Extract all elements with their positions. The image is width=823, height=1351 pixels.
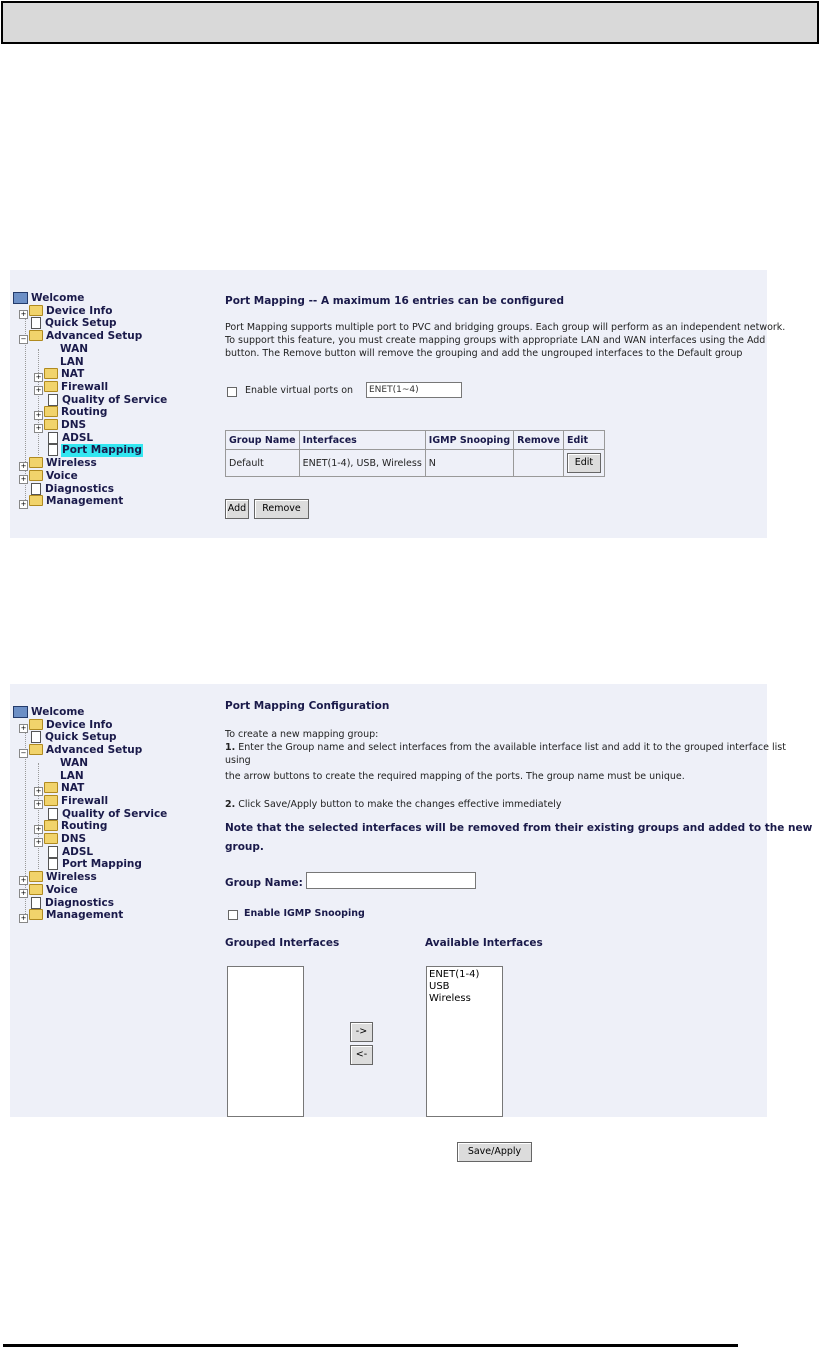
port-mapping-configuration-screenshot (10, 684, 813, 1117)
expand-icon[interactable]: + (20, 876, 27, 885)
page-title: Port Mapping -- A maximum 16 entries can be configured (225, 295, 565, 307)
tree-item-label: Diagnostics (45, 896, 114, 909)
folder-icon (29, 909, 43, 920)
instruction-step-1-cont: using (225, 755, 251, 766)
page-icon (48, 846, 58, 858)
tree-item[interactable] (31, 483, 115, 496)
folder-icon (29, 884, 43, 895)
igmp-snooping-checkbox[interactable] (228, 910, 238, 920)
tree-item-label: Wireless (46, 457, 97, 470)
tree-item[interactable] (34, 368, 85, 381)
enable-virtual-ports-checkbox[interactable] (227, 387, 237, 397)
open-folder-icon (29, 744, 43, 755)
folder-icon (44, 381, 58, 392)
open-folder-icon (29, 330, 43, 341)
tree-item-label: WAN (60, 342, 89, 355)
tree-item[interactable] (19, 909, 124, 922)
list-item[interactable]: USB (429, 981, 450, 992)
tree-item[interactable] (34, 381, 109, 394)
tree-item[interactable] (31, 897, 115, 910)
group-name-input[interactable] (306, 872, 476, 889)
expand-icon[interactable]: + (20, 309, 27, 318)
page-icon (48, 394, 58, 406)
tree-item-label: Routing (61, 820, 108, 833)
list-item[interactable]: Wireless (429, 993, 471, 1004)
tree-item-label: Port Mapping (62, 444, 142, 457)
tree-item-label: LAN (60, 769, 84, 782)
tree-item-label: Quick Setup (45, 731, 117, 744)
tree-item-label: DNS (61, 419, 87, 431)
page-icon (31, 731, 41, 743)
collapse-icon[interactable]: − (20, 335, 27, 344)
tree-item[interactable] (19, 330, 143, 343)
folder-icon (44, 795, 58, 806)
tree-item-label: LAN (60, 355, 84, 368)
tree-item-label: ADSL (62, 845, 94, 858)
expand-icon[interactable]: + (20, 462, 27, 471)
virtual-ports-input[interactable]: ENET(1~4) (366, 382, 462, 398)
port-mapping-screenshot (10, 270, 786, 538)
instruction-step-2 (225, 798, 561, 811)
tree-item-label: NAT (61, 782, 85, 795)
tree-item[interactable] (19, 719, 113, 732)
expand-icon[interactable]: + (20, 888, 27, 897)
computer-icon (13, 292, 28, 304)
available-interfaces-label: Available Interfaces (425, 937, 543, 949)
instruction-intro: To create a new mapping group: (225, 729, 379, 740)
instruction-step-1-cont2: the arrow buttons to create the required mapping of the ports. The group name must be unique. (225, 771, 685, 782)
tree-item[interactable] (48, 808, 168, 821)
tree-item-label: NAT (61, 368, 85, 381)
folder-icon (29, 719, 43, 730)
tree-item[interactable] (34, 782, 85, 795)
tree-item-label: ADSL (62, 431, 94, 444)
tree-item[interactable] (34, 795, 109, 808)
header-remove: Remove (514, 431, 564, 450)
tree-item-label: Firewall (61, 380, 109, 393)
folder-icon (29, 305, 43, 316)
tree-item[interactable] (34, 820, 108, 833)
tree-item[interactable] (48, 432, 94, 445)
tree-item-label: Port Mapping (62, 858, 142, 871)
list-item[interactable]: ENET(1-4) (429, 969, 480, 980)
tree-item[interactable] (19, 495, 124, 508)
expand-icon[interactable]: + (35, 838, 42, 846)
header-edit: Edit (563, 431, 604, 450)
step-1-number: 1. (225, 742, 236, 753)
header-group-name: Group Name (226, 431, 300, 450)
tree-connector (38, 349, 39, 455)
page-icon (48, 444, 58, 456)
tree-item[interactable] (19, 470, 79, 483)
tree-item[interactable] (13, 706, 85, 719)
folder-icon (44, 782, 58, 793)
grouped-interfaces-label: Grouped Interfaces (225, 937, 340, 949)
page-icon (31, 483, 41, 495)
tree-item-label: DNS (61, 833, 87, 845)
step-1-text: Enter the Group name and select interfaces from the available interface list and add it to the grouped interface list (238, 742, 786, 753)
tree-item-label: Device Info (46, 718, 113, 731)
tree-connector (38, 763, 39, 869)
folder-icon (44, 833, 58, 844)
collapse-icon[interactable]: − (20, 749, 27, 758)
folder-icon (44, 820, 58, 831)
folder-icon (29, 871, 43, 882)
footer-rule (3, 1344, 738, 1347)
expand-icon[interactable]: + (20, 500, 27, 509)
tree-item-label: WAN (60, 756, 89, 769)
instruction-step-1 (225, 741, 786, 754)
group-name-label: Group Name: (225, 877, 303, 889)
document-header-bar (1, 1, 819, 44)
header-igmp-snooping: IGMP Snooping (425, 431, 513, 450)
expand-icon[interactable]: + (35, 799, 42, 808)
save-apply-button[interactable]: Save/Apply (457, 1142, 532, 1162)
tree-item-label: Diagnostics (45, 482, 114, 495)
tree-item[interactable] (13, 292, 85, 305)
tree-item-label: Welcome (31, 292, 85, 304)
tree-item[interactable] (48, 394, 168, 407)
tree-item-label: Welcome (31, 706, 85, 718)
edit-button[interactable]: Edit (567, 453, 601, 473)
table-row (226, 450, 605, 477)
expand-icon[interactable]: + (35, 787, 42, 796)
folder-icon (44, 419, 58, 430)
tree-item-label: Quality of Service (62, 807, 168, 820)
tree-item-label: Device Info (46, 304, 113, 317)
description-line-3: button. The Remove button will remove the grouping and add the ungrouped interfaces to the Default group (225, 348, 743, 359)
folder-icon (29, 457, 43, 468)
tree-item[interactable] (34, 833, 87, 846)
cell-interfaces: ENET(1-4), USB, Wireless (299, 450, 425, 477)
step-2-text: Click Save/Apply button to make the changes effective immediately (238, 799, 562, 810)
folder-icon (44, 368, 58, 379)
tree-item[interactable] (48, 858, 143, 871)
tree-item-label: Voice (46, 883, 78, 896)
igmp-snooping-label: Enable IGMP Snooping (244, 908, 365, 919)
folder-icon (29, 495, 43, 506)
tree-item[interactable] (34, 419, 87, 432)
tree-item[interactable] (31, 317, 118, 330)
enable-virtual-ports-label: Enable virtual ports on (245, 385, 354, 396)
tree-item[interactable] (19, 744, 143, 757)
cell-remove (514, 450, 564, 477)
tree-item[interactable] (19, 871, 98, 884)
page-icon (48, 858, 58, 870)
cell-edit (563, 450, 604, 477)
description-line-2: To support this feature, you must create mapping groups with appropriate LAN and WAN interfaces using the Add (225, 335, 766, 346)
header-interfaces: Interfaces (299, 431, 425, 450)
expand-icon[interactable]: + (35, 825, 42, 834)
tree-item[interactable] (34, 406, 108, 419)
remove-button[interactable]: Remove (254, 499, 309, 519)
tree-item[interactable] (59, 757, 89, 770)
expand-icon[interactable]: + (20, 474, 27, 483)
available-interfaces-list[interactable] (426, 966, 503, 1117)
tree-item-label: Management (46, 495, 124, 508)
tree-item[interactable] (19, 884, 79, 897)
expand-icon[interactable]: + (35, 373, 42, 382)
grouped-interfaces-list[interactable] (227, 966, 304, 1117)
tree-item[interactable] (19, 305, 113, 318)
tree-item[interactable] (19, 457, 98, 470)
page-icon (31, 897, 41, 909)
page-icon (48, 808, 58, 820)
expand-icon[interactable]: + (35, 385, 42, 394)
step-2-number: 2. (225, 799, 236, 810)
tree-item[interactable] (59, 356, 85, 369)
description-line-1: Port Mapping supports multiple port to PVC and bridging groups. Each group will perform as an independent network. (225, 322, 786, 333)
expand-icon[interactable]: + (35, 411, 42, 420)
tree-item-label: Routing (61, 406, 108, 419)
page-icon (31, 317, 41, 329)
note-line-2: group. (225, 841, 264, 853)
computer-icon (13, 706, 28, 718)
table-header-row (226, 431, 605, 450)
page-icon (48, 432, 58, 444)
move-left-button[interactable]: <- (350, 1045, 373, 1065)
tree-item[interactable] (59, 770, 85, 783)
add-button[interactable]: Add (225, 499, 249, 519)
tree-item[interactable] (59, 343, 89, 356)
move-right-button[interactable]: -> (350, 1022, 373, 1042)
expand-icon[interactable]: + (20, 914, 27, 923)
tree-item-label: Advanced Setup (46, 330, 143, 343)
folder-icon (44, 406, 58, 417)
cell-group-name: Default (226, 450, 300, 477)
folder-icon (29, 470, 43, 481)
tree-item-label: Firewall (61, 794, 109, 807)
port-mapping-table (225, 430, 605, 477)
page-title: Port Mapping Configuration (225, 700, 390, 712)
tree-item-label: Voice (46, 469, 78, 482)
tree-item-label: Advanced Setup (46, 744, 143, 757)
tree-item-label: Wireless (46, 871, 97, 884)
tree-item-label: Quick Setup (45, 317, 117, 330)
tree-item[interactable] (48, 444, 143, 457)
tree-item-label: Quality of Service (62, 393, 168, 406)
expand-icon[interactable]: + (20, 723, 27, 732)
cell-igmp: N (425, 450, 513, 477)
tree-item[interactable] (31, 731, 118, 744)
tree-item-label: Management (46, 909, 124, 922)
expand-icon[interactable]: + (35, 424, 42, 432)
note-line-1: Note that the selected interfaces will be removed from their existing groups and added to the new (225, 822, 813, 834)
tree-item[interactable] (48, 846, 94, 859)
